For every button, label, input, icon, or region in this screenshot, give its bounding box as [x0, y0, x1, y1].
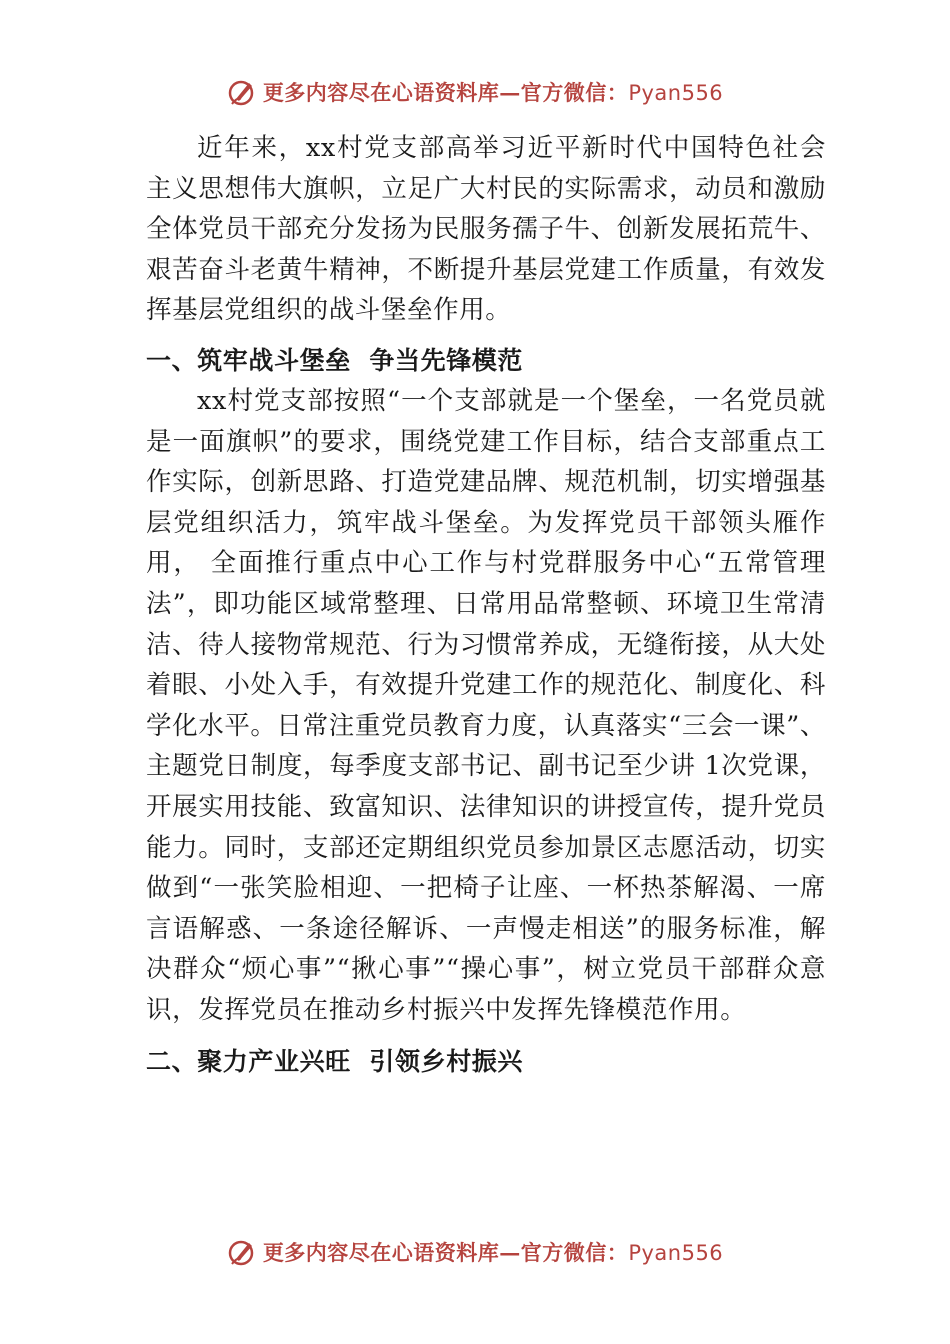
intro-paragraph: 近年来，xx村党支部高举习近平新时代中国特色社会主义思想伟大旗帜，立足广大村民的实际需求，动员和激励全体党员干部充分发扬为民服务孺子牛、创新发展拓荒牛、艰苦奋斗老黄牛精神，不断提升基层党建工作质量，有效发挥基层党组织的战斗堡垒作用。	[146, 133, 826, 326]
section-1-body: xx村党支部按照“一个支部就是一个堡垒，一名党员就是一面旗帜”的要求，围绕党建工作目标，结合支部重点工作实际，创新思路、打造党建品牌、规范机制，切实增强基层党组织活力，筑牢战斗堡垒。为发挥党员干部领头雁作用， 全面推行重点中心工作与村党群服务中心“五常管理法”，即功能区域常整理、日常用品常整顿、环境卫生常清洁、待人接物常规范、行为习惯常养成，无缝衔接，从大处着眼、小处入手，有效提升党建工作的规范化、制度化、科学化水平。日常注重党员教育力度，认真落实“三会一课”、主题党日制度，每季度支部书记、副书记至少讲 1次党课，开展实用技能、致富知识、法律知识的讲授宣传，提升党员能力。同时，支部还定期组织党员参加景区志愿活动，切实做到“一张笑脸相迎、一把椅子让座、一杯热茶解渴、一席言语解惑、一条途径解诉、一声慢走相送”的服务标准，解决群众“烦心事”“揪心事”“操心事”，树立党员干部群众意识，发挥党员在推动乡村振兴中发挥先锋模范作用。	[146, 385, 826, 1025]
watermark-text: 更多内容尽在心语资料库—官方微信：Pyan556	[262, 1240, 724, 1265]
watermark-header	[0, 72, 950, 112]
section-1-heading: 一、筑牢战斗堡垒 争当先锋模范	[146, 345, 524, 375]
pen-nib-logo-icon	[227, 1237, 257, 1267]
watermark-account: Pyan556	[628, 81, 724, 105]
watermark-account: Pyan556	[628, 1241, 724, 1265]
pen-nib-logo-icon	[227, 77, 257, 107]
watermark-footer	[0, 1232, 950, 1272]
section-2-heading: 二、聚力产业兴旺 引领乡村振兴	[146, 1047, 524, 1077]
watermark-text: 更多内容尽在心语资料库—官方微信：Pyan556	[262, 80, 724, 105]
document-body	[146, 128, 826, 1082]
